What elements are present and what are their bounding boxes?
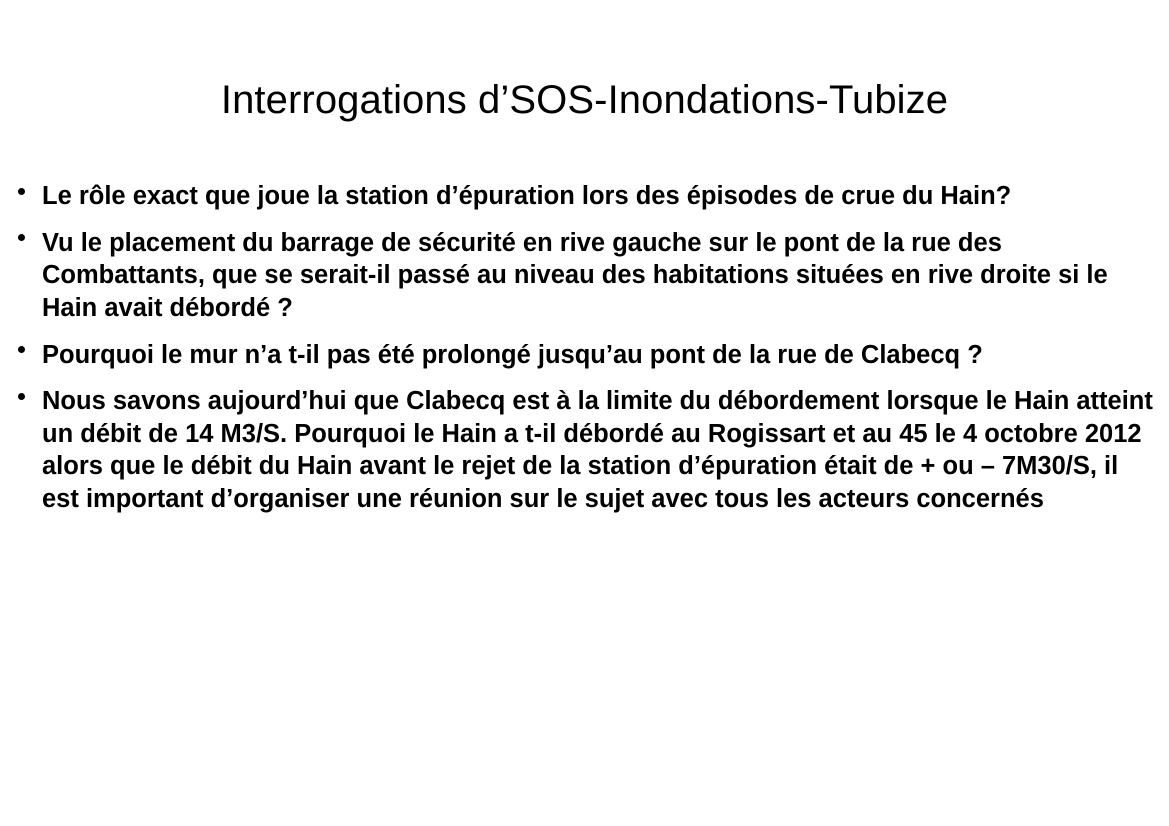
list-item-text: Pourquoi le mur n’a t-il pas été prolongé jusqu’au pont de la rue de Clabecq ?	[42, 340, 983, 369]
list-item	[10, 227, 1160, 325]
list-item	[10, 339, 1160, 372]
list-item-text: Le rôle exact que joue la station d’épuration lors des épisodes de crue du Hain?	[42, 182, 1012, 210]
page-title: Interrogations d’SOS-Inondations-Tubize	[220, 78, 949, 122]
bullet-dot-icon	[18, 234, 25, 241]
bullet-dot-icon	[18, 188, 25, 195]
list-item	[10, 385, 1160, 516]
list-item-text: Vu le placement du barrage de sécurité en rive gauche sur le pont de la rue des Combattants, que se serait-il passé au niveau des habitations situées en rive droite si le Hain avait débordé ?	[42, 228, 1108, 322]
bullet-dot-icon	[18, 346, 25, 353]
bullet-dot-icon	[18, 393, 25, 400]
bullet-list	[10, 180, 1160, 516]
list-item-text: Nous savons aujourd’hui que Clabecq est à la limite du débordement lorsque le Hain atteint un débit de 14 M3/S. Pourquoi le Hain a t-il débordé au Rogissart et au 45 le 4 octobre 2012 alors que le débit du Hain avant le rejet de la station d’épuration était de + ou – 7M30/S, il est important d’organiser une réunion sur le sujet avec tous les acteurs concernés	[42, 387, 1153, 513]
list-item	[10, 180, 1160, 213]
